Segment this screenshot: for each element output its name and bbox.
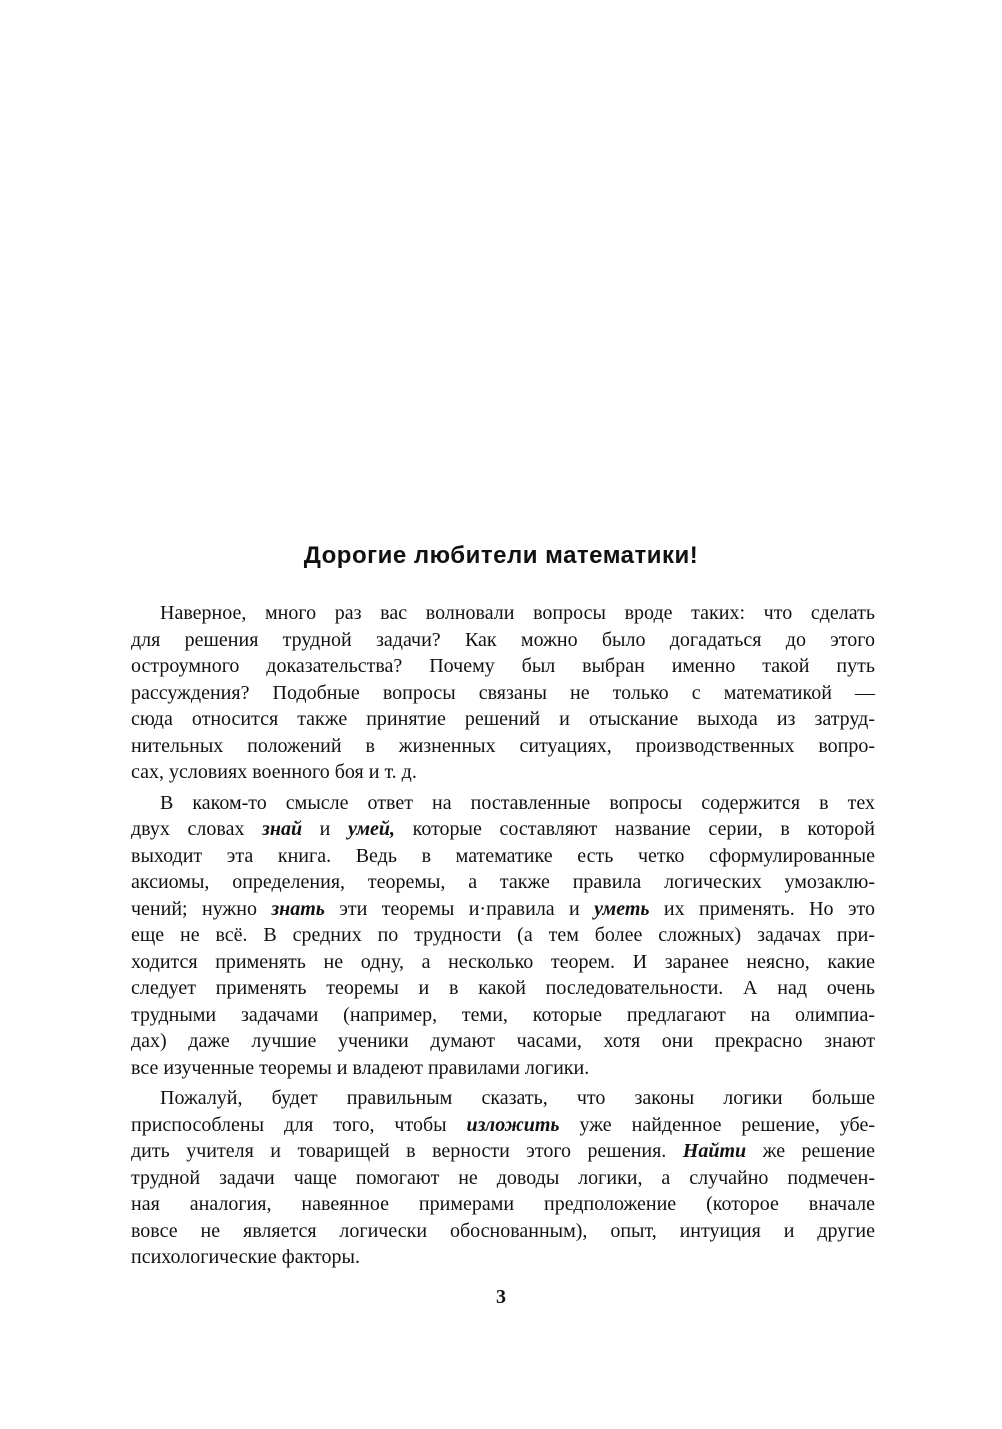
text-line: [131, 1138, 875, 1165]
page-title: Дорогие любители математики!: [303, 542, 699, 569]
emphasis-word: знать: [271, 897, 325, 920]
body-text: [131, 600, 875, 1275]
text-line: [131, 816, 875, 843]
text-segment: чений; нужно: [131, 897, 272, 920]
text-line: [131, 896, 875, 923]
emphasis-word: знай: [262, 818, 303, 840]
paragraph-1: [131, 600, 875, 786]
text-line: психологические факторы.: [131, 1246, 360, 1268]
text-line: выходит эта книга. Ведь в математике есть четко сформулированные: [131, 844, 875, 867]
text-line: Пожалуй, будет правильным сказать, что законы логики больше: [160, 1087, 875, 1109]
text-segment: и: [302, 818, 348, 840]
text-segment: двух словах: [131, 818, 263, 840]
text-line: [131, 1112, 875, 1139]
text-segment: же решение: [746, 1140, 875, 1162]
text-line: для решения трудной задачи? Как можно было догадаться до этого: [131, 628, 875, 651]
text-line: следует применять теоремы и в какой последовательности. А над очень: [131, 977, 875, 999]
text-line: остроумного доказательства? Почему был выбран именно такой путь: [131, 655, 875, 677]
text-line: дах) даже лучшие ученики думают часами, хотя они прекрасно знают: [131, 1030, 875, 1052]
text-line: сюда относится также принятие решений и отыскание выхода из затруд-: [131, 708, 875, 730]
emphasis-word: уметь: [594, 897, 650, 920]
text-line: ходится применять не одну, а несколько теорем. И заранее неясно, какие: [131, 950, 875, 973]
text-line: ная аналогия, навеянное примерами предположение (которое вначале: [131, 1193, 875, 1215]
text-line: трудными задачами (например, теми, которые предлагают на олимпиа-: [131, 1003, 875, 1026]
text-line: сах, условиях военного боя и т. д.: [131, 761, 417, 783]
text-line: В каком-то смысле ответ на поставленные вопросы содержится в тех: [160, 791, 875, 814]
emphasis-word: Найти: [682, 1140, 747, 1162]
text-line: еще не всё. В средних по трудности (а тем более сложных) задачах при-: [131, 924, 875, 946]
text-line: аксиомы, определения, теоремы, а также правила логических умозаклю-: [131, 871, 875, 893]
paragraph-2: [131, 790, 875, 1082]
text-segment: которые составляют название серии, в которой: [395, 818, 875, 840]
page-number: 3: [496, 1286, 506, 1308]
text-segment: приспособлены для того, чтобы: [131, 1113, 467, 1136]
paragraph-3: [131, 1085, 875, 1271]
text-segment: уже найденное решение, убе-: [559, 1113, 875, 1136]
text-segment: их применять. Но это: [649, 897, 876, 920]
text-line: все изученные теоремы и владеют правилами логики.: [131, 1056, 590, 1079]
text-line: Наверное, много раз вас волновали вопросы вроде таких: что сделать: [160, 602, 875, 624]
text-line: нительных положений в жизненных ситуациях, производственных вопро-: [131, 734, 875, 757]
emphasis-word: изложить: [466, 1113, 560, 1136]
text-line: трудной задачи чаще помогают не доводы логики, а случайно подмечен-: [131, 1166, 875, 1189]
text-line: вовсе не является логически обоснованным), опыт, интуиция и другие: [131, 1219, 875, 1242]
emphasis-word: умей,: [347, 818, 396, 840]
text-line: рассуждения? Подобные вопросы связаны не только с математикой —: [131, 681, 875, 704]
text-segment: эти теоремы и·правила и: [324, 897, 595, 920]
text-segment: дить учителя и товарищей в верности этого решения.: [131, 1140, 683, 1162]
